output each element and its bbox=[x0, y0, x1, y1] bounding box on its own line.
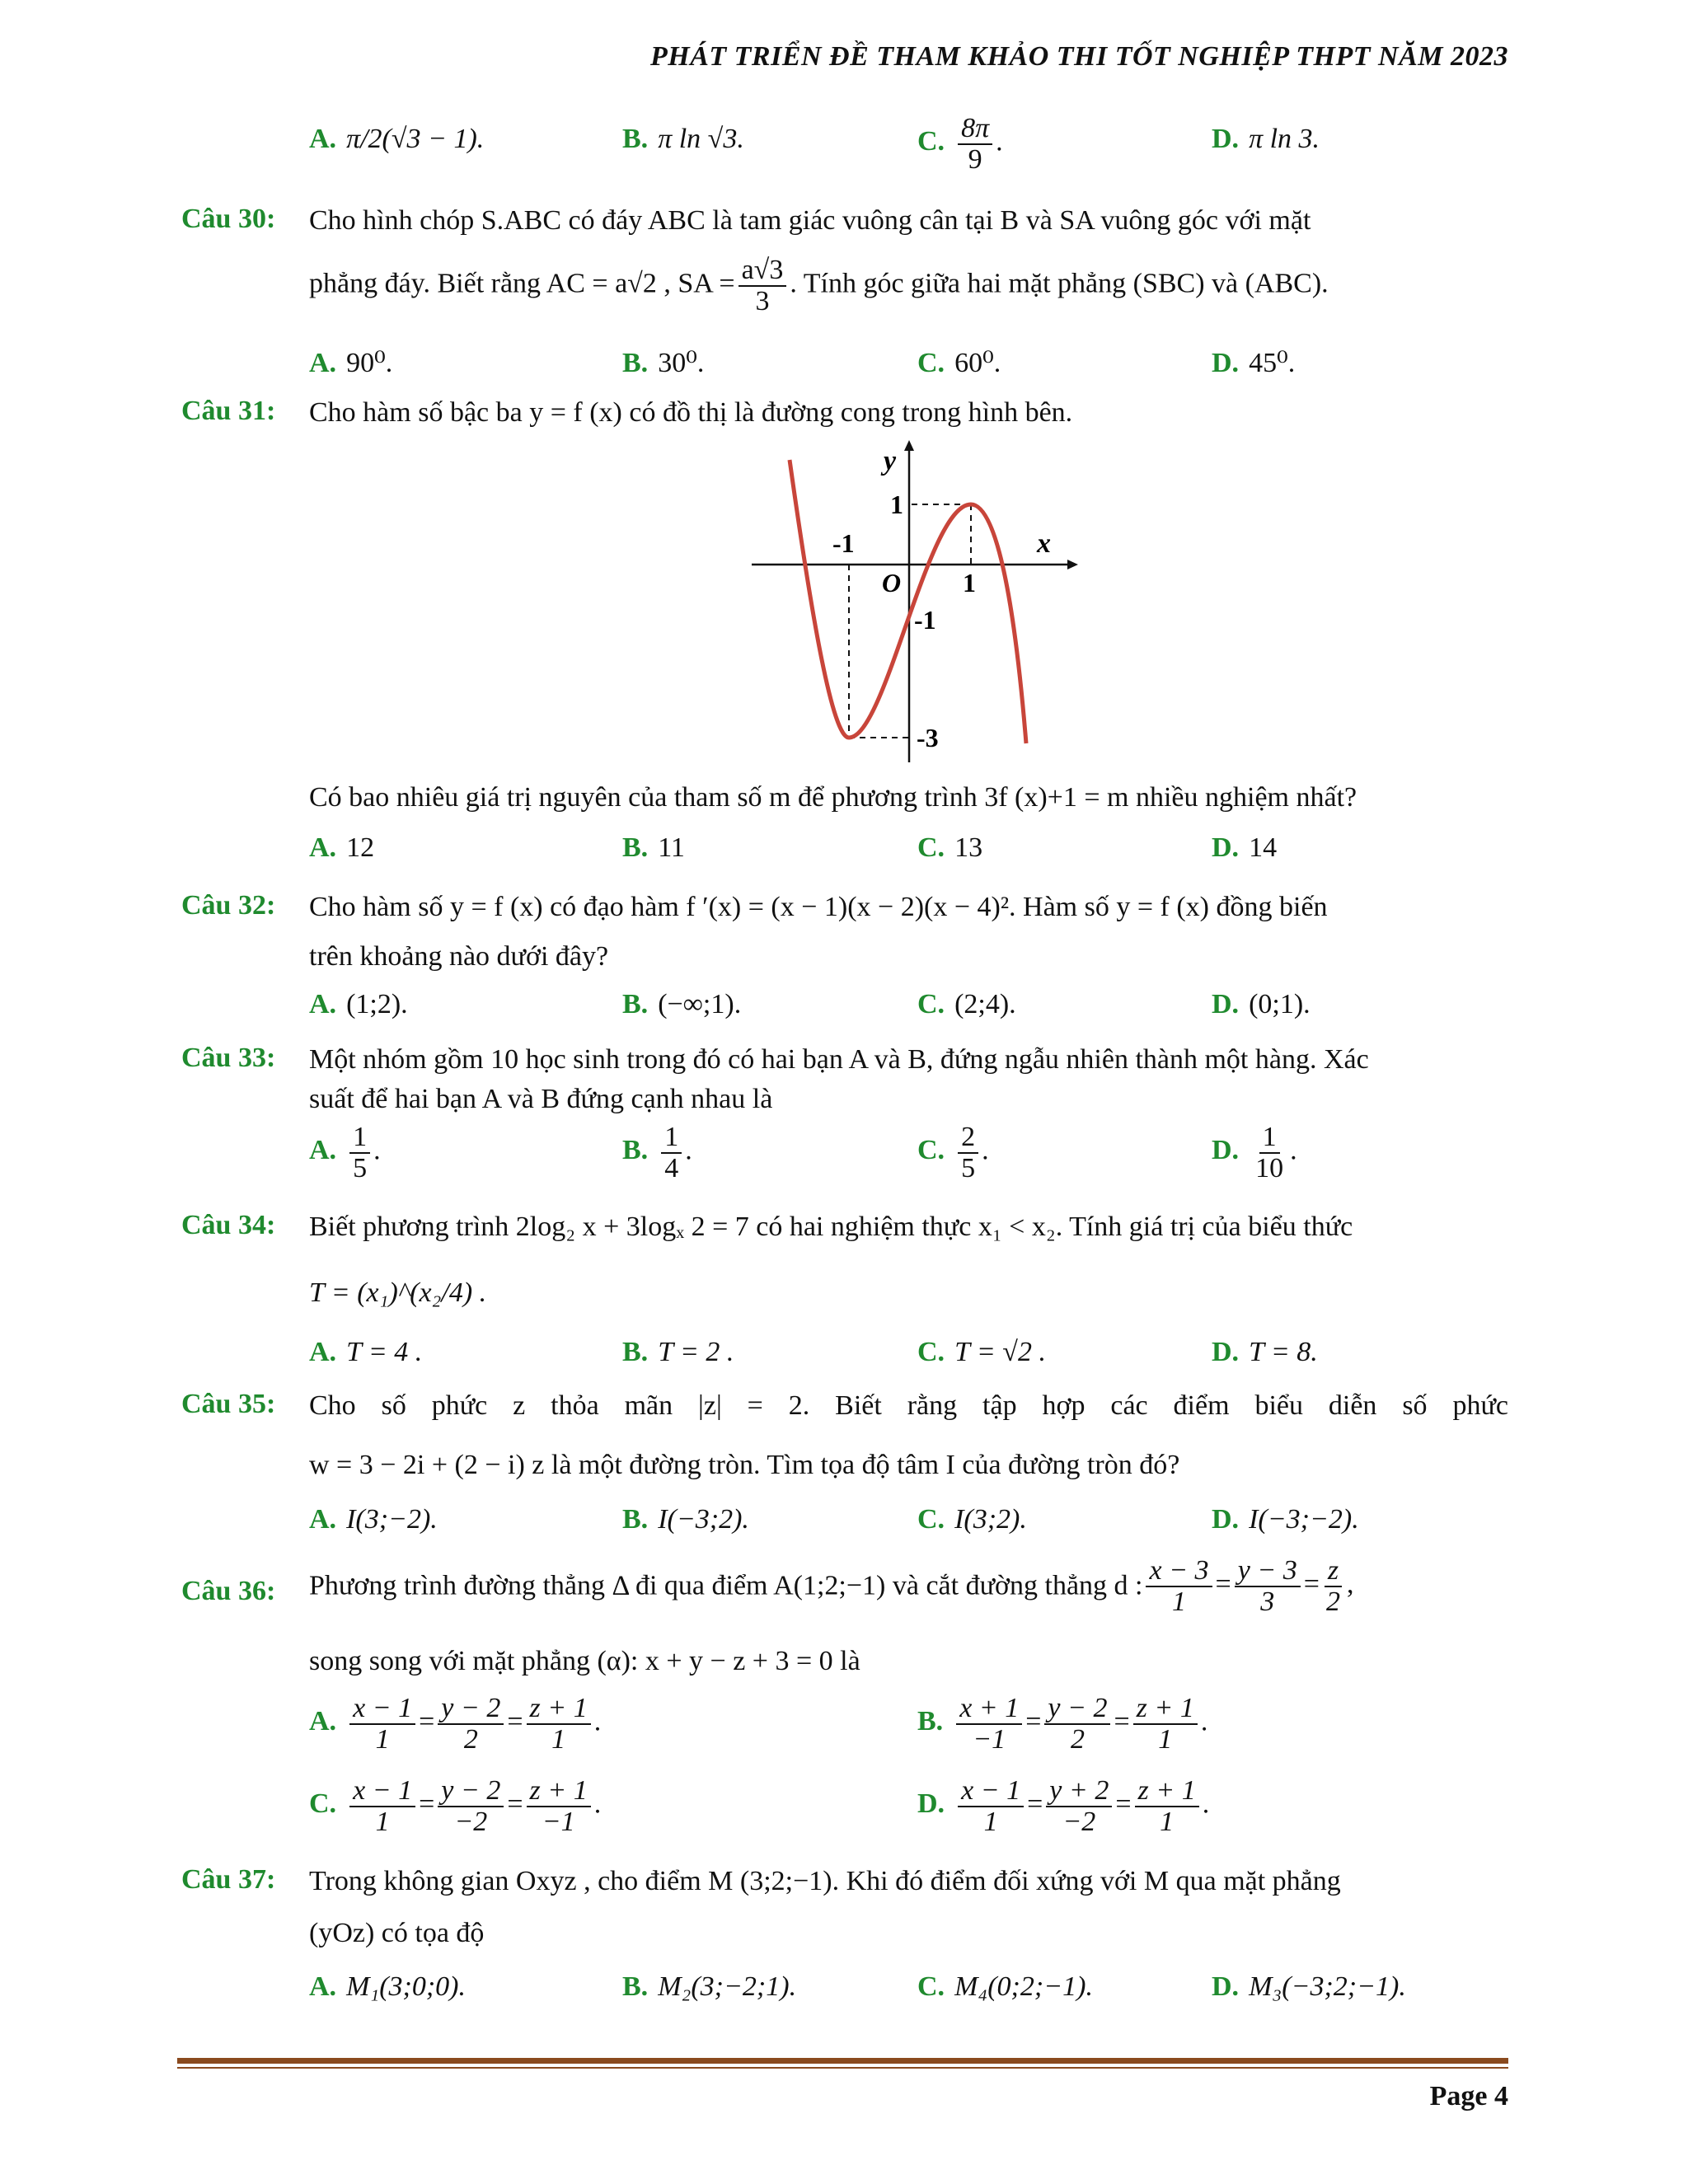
option-value: π ln 3. bbox=[1249, 124, 1320, 154]
option-value: (−∞;1). bbox=[658, 989, 742, 1019]
question-text: (yOz) có tọa độ bbox=[309, 1918, 485, 1948]
q29-option-c[interactable]: C. $\frac{8\pi}{9}$ . bbox=[917, 113, 1003, 175]
q37-option-b[interactable] bbox=[622, 1971, 796, 2003]
option-value: 11 bbox=[658, 832, 685, 863]
q32-option-d[interactable] bbox=[1212, 989, 1311, 1020]
q35-option-b[interactable] bbox=[622, 1504, 749, 1535]
q32-option-a[interactable] bbox=[309, 989, 408, 1020]
y-axis-arrow bbox=[904, 440, 914, 451]
option-value: I(3;2). bbox=[954, 1504, 1027, 1535]
question-text: Phương trình đường thẳng Δ đi qua điểm A(1;2;−1) và cắt đường thẳng d : $\frac{x - 3}{1}$ = $\frac{y - 3}{3}$ = $\frac{z}{2}$ , bbox=[309, 1555, 1354, 1617]
option-letter: B. bbox=[622, 1135, 649, 1166]
tick-y-neg3: -3 bbox=[917, 723, 939, 752]
q35-option-c[interactable] bbox=[917, 1504, 1027, 1535]
option-letter: C. bbox=[309, 1788, 337, 1820]
option-letter: C. bbox=[917, 126, 945, 157]
q36-option-b[interactable]: B. $\frac{x + 1}{-1}$ = $\frac{y - 2}{2}$ = $\frac{z + 1}{1}$ . bbox=[917, 1693, 1208, 1755]
option-letter: D. bbox=[1212, 832, 1240, 863]
question-text: Có bao nhiêu giá trị nguyên của tham số m để phương trình 3f (x)+1 = m nhiều nghiệm nhất? bbox=[309, 782, 1357, 813]
q37-option-c[interactable] bbox=[917, 1971, 1093, 2003]
option-letter: B. bbox=[917, 1706, 944, 1737]
option-value: (2;4). bbox=[954, 989, 1016, 1019]
option-letter: C. bbox=[917, 1971, 945, 2002]
option-letter: D. bbox=[1212, 124, 1240, 154]
option-value: (0;1). bbox=[1249, 989, 1311, 1019]
option-value: 90⁰. bbox=[346, 348, 393, 378]
question-text: w = 3 − 2i + (2 − i) z là một đường tròn. Tìm tọa độ tâm I của đường tròn đó? bbox=[309, 1450, 1180, 1480]
q30-option-c[interactable] bbox=[917, 346, 1001, 379]
q31-option-c[interactable] bbox=[917, 832, 982, 864]
tick-x-neg1: -1 bbox=[832, 528, 855, 558]
option-letter: D. bbox=[1212, 1135, 1240, 1166]
option-value: M₂(3;−2;1). bbox=[658, 1971, 797, 2002]
q36-option-a[interactable]: A. $\frac{x - 1}{1}$ = $\frac{y - 2}{2}$ = $\frac{z + 1}{1}$ . bbox=[309, 1693, 602, 1755]
x-axis-arrow bbox=[1067, 560, 1078, 569]
question-label: Câu 32: bbox=[181, 890, 276, 921]
option-value: 45⁰. bbox=[1249, 348, 1296, 378]
option-letter: B. bbox=[622, 989, 649, 1019]
question-label: Câu 36: bbox=[181, 1576, 276, 1606]
option-letter: B. bbox=[622, 832, 649, 863]
option-letter: A. bbox=[309, 1504, 337, 1535]
option-value: T = √2 . bbox=[954, 1337, 1046, 1367]
fraction: $\frac{2}{5}$ bbox=[958, 1122, 978, 1183]
q34-option-a[interactable] bbox=[309, 1337, 422, 1368]
option-value: T = 4 . bbox=[346, 1337, 423, 1367]
option-letter: A. bbox=[309, 348, 337, 378]
option-letter: C. bbox=[917, 832, 945, 863]
option-value: 12 bbox=[346, 832, 375, 863]
fraction: $\frac{1}{4}$ bbox=[661, 1122, 682, 1183]
page-header: PHÁT TRIỂN ĐỀ THAM KHẢO THI TỐT NGHIỆP THPT NĂM 2023 bbox=[649, 41, 1508, 72]
question-text: phẳng đáy. Biết rằng AC = a√2 , SA = $\frac{a√3}{3}$ . Tính góc giữa hai mặt phẳng (SBC) và (ABC). bbox=[309, 255, 1329, 316]
footer-rule-thin bbox=[177, 2067, 1508, 2069]
q32-option-c[interactable] bbox=[917, 989, 1016, 1020]
q33-option-b[interactable]: B. $\frac{1}{4}$ . bbox=[622, 1122, 692, 1183]
option-letter: D. bbox=[1212, 1504, 1240, 1535]
q32-option-b[interactable] bbox=[622, 989, 741, 1020]
question-label: Câu 31: bbox=[181, 396, 276, 426]
q36-option-c[interactable]: C. $\frac{x - 1}{1}$ = $\frac{y - 2}{-2}$ = $\frac{z + 1}{-1}$ . bbox=[309, 1775, 602, 1837]
option-letter: C. bbox=[917, 348, 945, 378]
q30-option-d[interactable] bbox=[1212, 346, 1295, 379]
q30-option-a[interactable] bbox=[309, 346, 392, 379]
option-letter: D. bbox=[1212, 989, 1240, 1019]
question-text: T = (x₁)^(x₂/4) . bbox=[309, 1277, 487, 1308]
q33-option-d[interactable]: D. $\frac{1}{10}$ . bbox=[1212, 1122, 1297, 1183]
q31-option-d[interactable] bbox=[1212, 832, 1277, 864]
option-letter: B. bbox=[622, 1971, 649, 2002]
question-label: Câu 30: bbox=[181, 204, 276, 234]
option-value: (1;2). bbox=[346, 989, 408, 1019]
option-value: I(−3;2). bbox=[658, 1504, 749, 1535]
option-value: M₃(−3;2;−1). bbox=[1249, 1971, 1406, 2002]
question-text: Trong không gian Oxyz , cho điểm M (3;2;−1). Khi đó điểm đối xứng với M qua mặt phẳng bbox=[309, 1866, 1341, 1896]
q29-option-a[interactable] bbox=[309, 124, 484, 155]
q35-option-d[interactable] bbox=[1212, 1504, 1359, 1535]
option-letter: B. bbox=[622, 1337, 649, 1367]
q29-option-b[interactable] bbox=[622, 124, 744, 155]
option-letter: A. bbox=[309, 124, 337, 154]
q33-option-c[interactable]: C. $\frac{2}{5}$ . bbox=[917, 1122, 989, 1183]
cubic-curve bbox=[790, 460, 1026, 743]
option-letter: D. bbox=[917, 1788, 945, 1820]
option-letter: C. bbox=[917, 1337, 945, 1367]
tick-y-1: 1 bbox=[890, 490, 903, 519]
q34-option-c[interactable] bbox=[917, 1337, 1046, 1368]
question-label: Câu 33: bbox=[181, 1043, 276, 1073]
option-letter: B. bbox=[622, 348, 649, 378]
option-letter: A. bbox=[309, 1971, 337, 2002]
option-value: I(3;−2). bbox=[346, 1504, 438, 1535]
option-value: 14 bbox=[1249, 832, 1278, 863]
question-label: Câu 35: bbox=[181, 1389, 276, 1419]
option-value: M₁(3;0;0). bbox=[346, 1971, 466, 2002]
question-text: song song với mặt phẳng (α): x + y − z + 3 = 0 là bbox=[309, 1646, 860, 1676]
question-text: trên khoảng nào dưới đây? bbox=[309, 941, 609, 972]
option-letter: A. bbox=[309, 832, 337, 863]
option-letter: C. bbox=[917, 1504, 945, 1535]
option-letter: B. bbox=[622, 1504, 649, 1535]
fraction: $\frac{1}{10}$ bbox=[1255, 1122, 1284, 1183]
option-letter: D. bbox=[1212, 1337, 1240, 1367]
q37-option-d[interactable] bbox=[1212, 1971, 1406, 2003]
option-letter: D. bbox=[1212, 1971, 1240, 2002]
question-label: Câu 37: bbox=[181, 1864, 276, 1895]
tick-y-neg1: -1 bbox=[914, 605, 936, 635]
q30-option-b[interactable] bbox=[622, 346, 704, 379]
option-value: I(−3;−2). bbox=[1249, 1504, 1359, 1535]
question-text: Cho hàm số bậc ba y = f (x) có đồ thị là đường cong trong hình bên. bbox=[309, 397, 1073, 428]
question-label: Câu 34: bbox=[181, 1210, 276, 1240]
origin-label: O bbox=[882, 568, 902, 598]
option-letter: C. bbox=[917, 989, 945, 1019]
x-axis-label: x bbox=[1037, 528, 1051, 559]
fraction: $\frac{a√3}{3}$ bbox=[738, 255, 787, 316]
question-text: suất để hai bạn A và B đứng cạnh nhau là bbox=[309, 1084, 773, 1114]
y-axis-label: y bbox=[884, 446, 897, 476]
option-value: 60⁰. bbox=[954, 348, 1001, 378]
option-letter: A. bbox=[309, 1135, 337, 1166]
page-number: Page 4 bbox=[1429, 2081, 1508, 2111]
tick-x-1: 1 bbox=[963, 568, 976, 598]
footer-rule bbox=[177, 2058, 1508, 2064]
option-letter: D. bbox=[1212, 348, 1240, 378]
q33-option-a[interactable]: A. $\frac{1}{5}$ . bbox=[309, 1122, 381, 1183]
option-value: π/2(√3 − 1). bbox=[346, 124, 485, 154]
option-value: T = 2 . bbox=[658, 1337, 734, 1367]
question-text: Cho hình chóp S.ABC có đáy ABC là tam giác vuông cân tại B và SA vuông góc với mặt bbox=[309, 205, 1311, 236]
option-value: T = 8. bbox=[1249, 1337, 1318, 1367]
option-value: 30⁰. bbox=[658, 348, 705, 378]
q31-option-b[interactable] bbox=[622, 832, 685, 864]
q35-option-a[interactable] bbox=[309, 1504, 438, 1535]
option-value: π ln √3. bbox=[658, 124, 744, 154]
fraction: $\frac{1}{5}$ bbox=[349, 1122, 370, 1183]
fraction: $\frac{8\pi}{9}$ bbox=[958, 114, 992, 174]
option-letter: C. bbox=[917, 1135, 945, 1166]
option-letter: A. bbox=[309, 989, 337, 1019]
q34-option-d[interactable] bbox=[1212, 1337, 1318, 1368]
option-letter: A. bbox=[309, 1706, 337, 1737]
q36-option-d[interactable]: D. $\frac{x - 1}{1}$ = $\frac{y + 2}{-2}$ = $\frac{z + 1}{1}$ . bbox=[917, 1775, 1210, 1837]
question-text: Cho hàm số y = f (x) có đạo hàm f ′(x) = (x − 1)(x − 2)(x − 4)². Hàm số y = f (x) đồng biến bbox=[309, 892, 1328, 922]
option-letter: B. bbox=[622, 124, 649, 154]
q34-option-b[interactable] bbox=[622, 1337, 734, 1368]
question-text: Cho số phức z thỏa mãn |z| = 2. Biết rằng tập hợp các điểm biểu diễn số phức bbox=[309, 1390, 1508, 1421]
cubic-function-graph bbox=[742, 437, 1088, 766]
option-value: 13 bbox=[954, 832, 983, 863]
q29-option-d[interactable] bbox=[1212, 124, 1320, 155]
question-text: Một nhóm gồm 10 học sinh trong đó có hai bạn A và B, đứng ngẫu nhiên thành một hàng. Xác bbox=[309, 1044, 1369, 1075]
q37-option-a[interactable] bbox=[309, 1971, 466, 2003]
q31-option-a[interactable] bbox=[309, 832, 374, 864]
option-letter: A. bbox=[309, 1337, 337, 1367]
question-text: Biết phương trình 2log₂ x + 3logₓ 2 = 7 có hai nghiệm thực x₁ < x₂. Tính giá trị của biểu thức bbox=[309, 1212, 1353, 1242]
option-value: M₄(0;2;−1). bbox=[954, 1971, 1093, 2002]
